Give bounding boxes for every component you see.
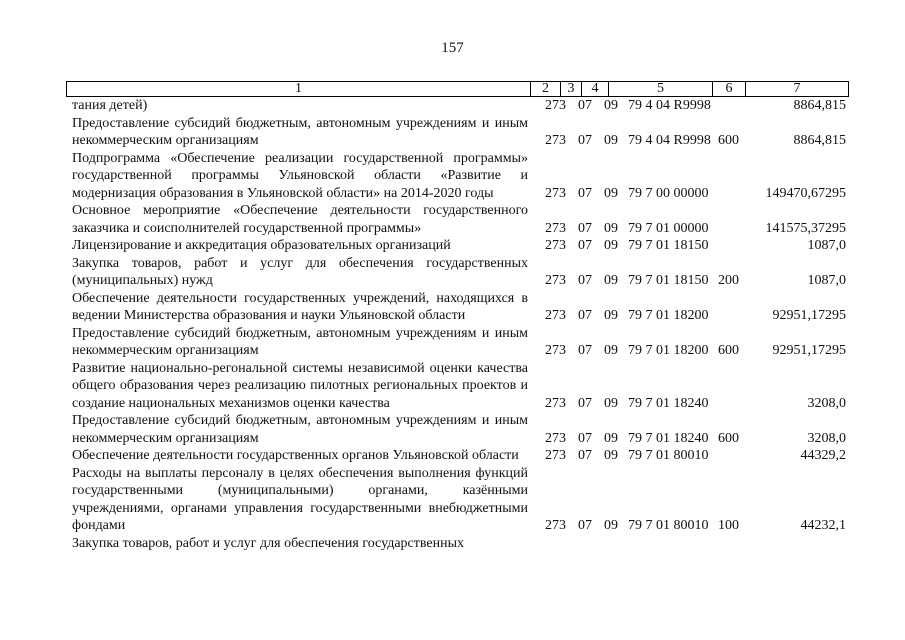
cell-col-3: 07 (578, 343, 592, 358)
cell-col-3: 07 (578, 273, 592, 288)
page-number: 157 (441, 40, 464, 56)
cell-col-7: 3208,0 (807, 395, 846, 411)
cell-col-5: 79 7 01 18200 (628, 308, 709, 323)
cell-col-7: 8864,815 (793, 133, 846, 148)
cell-col-6: 600 (718, 133, 739, 148)
cell-col-5: 79 7 01 18240 (628, 430, 709, 446)
cell-col-4: 09 (604, 518, 618, 533)
cell-col-3: 07 (578, 448, 592, 463)
row-description: Обеспечение деятельности государственных учреждений, находящихся в ведении Министерства образования и науки Ульяновской области (72, 290, 528, 323)
row-description: Основное мероприятие «Обеспечение деятельности государственного заказчика и соисполнителей государственной программы» (72, 203, 528, 236)
table-row (66, 237, 856, 255)
header-col-1: 1 (67, 82, 531, 96)
cell-col-5: 79 7 01 18150 (628, 238, 709, 253)
cell-col-2: 273 (545, 220, 566, 236)
cell-col-5: 79 7 01 80010 (628, 448, 709, 463)
cell-col-2: 273 (545, 98, 566, 113)
table-row (66, 290, 856, 325)
cell-col-4: 09 (604, 238, 618, 253)
cell-col-2: 273 (545, 518, 566, 533)
table-row (66, 97, 856, 115)
row-description: Подпрограмма «Обеспечение реализации государственной программы» государственной программы Ульяновской области «Развитие и модернизация образования в Ульяновской области» на 2014-2020 годы (72, 150, 528, 201)
row-description: Закупка товаров, работ и услуг для обеспечения государственных (муниципальных) нужд (72, 255, 528, 288)
cell-col-7: 141575,37295 (765, 220, 846, 236)
cell-col-7: 1087,0 (807, 273, 846, 288)
row-description: Обеспечение деятельности государственных органов Ульяновской области (72, 448, 519, 463)
cell-col-7: 3208,0 (807, 430, 846, 446)
cell-col-2: 273 (545, 273, 566, 288)
table-row (66, 255, 856, 290)
cell-col-6: 600 (718, 343, 739, 358)
row-description: Развитие национально-регональной системы независимой оценки качества общего образования через реализацию пилотных региональных проектов и создание национальных механизмов оценки качества (72, 360, 528, 411)
row-description: Расходы на выплаты персоналу в целях обеспечения выполнения функций государственными (муниципальными) органами, казёнными учреждениями, органами управления государственными внебюджетными фондами (72, 465, 528, 533)
cell-col-7: 92951,17295 (772, 343, 846, 358)
header-col-5: 5 (609, 82, 713, 96)
table-header (66, 81, 849, 97)
cell-col-4: 09 (604, 273, 618, 288)
cell-col-2: 273 (545, 448, 566, 463)
table-row (66, 202, 856, 237)
row-description: Предоставление субсидий бюджетным, автономным учреждениям и иным некоммерческим организациям (72, 115, 528, 148)
cell-col-7: 8864,815 (793, 98, 846, 113)
cell-col-7: 1087,0 (807, 238, 846, 253)
table-body (66, 97, 856, 552)
cell-col-2: 273 (545, 308, 566, 323)
table-row (66, 447, 856, 465)
cell-col-3: 07 (578, 395, 592, 411)
row-description: Лицензирование и аккредитация образовательных организаций (72, 238, 451, 253)
cell-col-3: 07 (578, 133, 592, 148)
cell-col-6: 100 (718, 518, 739, 533)
cell-col-7: 44232,1 (800, 518, 846, 533)
cell-col-3: 07 (578, 185, 592, 201)
cell-col-2: 273 (545, 238, 566, 253)
cell-col-5: 79 7 00 00000 (628, 185, 709, 201)
cell-col-3: 07 (578, 98, 592, 113)
cell-col-5: 79 7 01 18240 (628, 395, 709, 411)
cell-col-3: 07 (578, 220, 592, 236)
header-col-6: 6 (713, 82, 746, 96)
cell-col-2: 273 (545, 395, 566, 411)
cell-col-4: 09 (604, 133, 618, 148)
cell-col-3: 07 (578, 518, 592, 533)
cell-col-7: 44329,2 (800, 448, 846, 463)
cell-col-2: 273 (545, 430, 566, 446)
row-description: тания детей) (72, 98, 148, 113)
cell-col-4: 09 (604, 308, 618, 323)
cell-col-4: 09 (604, 395, 618, 411)
cell-col-5: 79 4 04 R9998 (628, 133, 711, 148)
cell-col-7: 149470,67295 (765, 185, 846, 201)
cell-col-3: 07 (578, 430, 592, 446)
cell-col-2: 273 (545, 343, 566, 358)
cell-col-4: 09 (604, 448, 618, 463)
cell-col-4: 09 (604, 430, 618, 446)
cell-col-7: 92951,17295 (772, 308, 846, 323)
cell-col-5: 79 7 01 18150 (628, 273, 709, 288)
cell-col-5: 79 7 01 80010 (628, 518, 709, 533)
row-description: Предоставление субсидий бюджетным, автономным учреждениям и иным некоммерческим организациям (72, 413, 528, 446)
cell-col-5: 79 4 04 R9998 (628, 98, 711, 113)
cell-col-4: 09 (604, 185, 618, 201)
header-col-3: 3 (561, 82, 582, 96)
cell-col-5: 79 7 01 18200 (628, 343, 709, 358)
cell-col-4: 09 (604, 220, 618, 236)
row-description: Закупка товаров, работ и услуг для обеспечения государственных (72, 535, 465, 551)
cell-col-3: 07 (578, 308, 592, 323)
table-row (66, 150, 856, 203)
cell-col-6: 600 (718, 430, 739, 446)
cell-col-2: 273 (545, 185, 566, 201)
table-row (66, 325, 856, 360)
table-row (66, 115, 856, 150)
cell-col-2: 273 (545, 133, 566, 148)
cell-col-3: 07 (578, 238, 592, 253)
cell-col-5: 79 7 01 00000 (628, 220, 709, 236)
table-row (66, 360, 856, 413)
cell-col-6: 200 (718, 273, 739, 288)
table-row (66, 412, 856, 447)
row-description: Предоставление субсидий бюджетным, автономным учреждениям и иным некоммерческим организациям (72, 325, 528, 358)
header-col-2: 2 (531, 82, 561, 96)
header-col-4: 4 (582, 82, 609, 96)
header-col-7: 7 (793, 81, 801, 96)
table-row (66, 465, 856, 535)
cell-col-4: 09 (604, 98, 618, 113)
cell-col-4: 09 (604, 343, 618, 358)
table-row (66, 535, 856, 553)
